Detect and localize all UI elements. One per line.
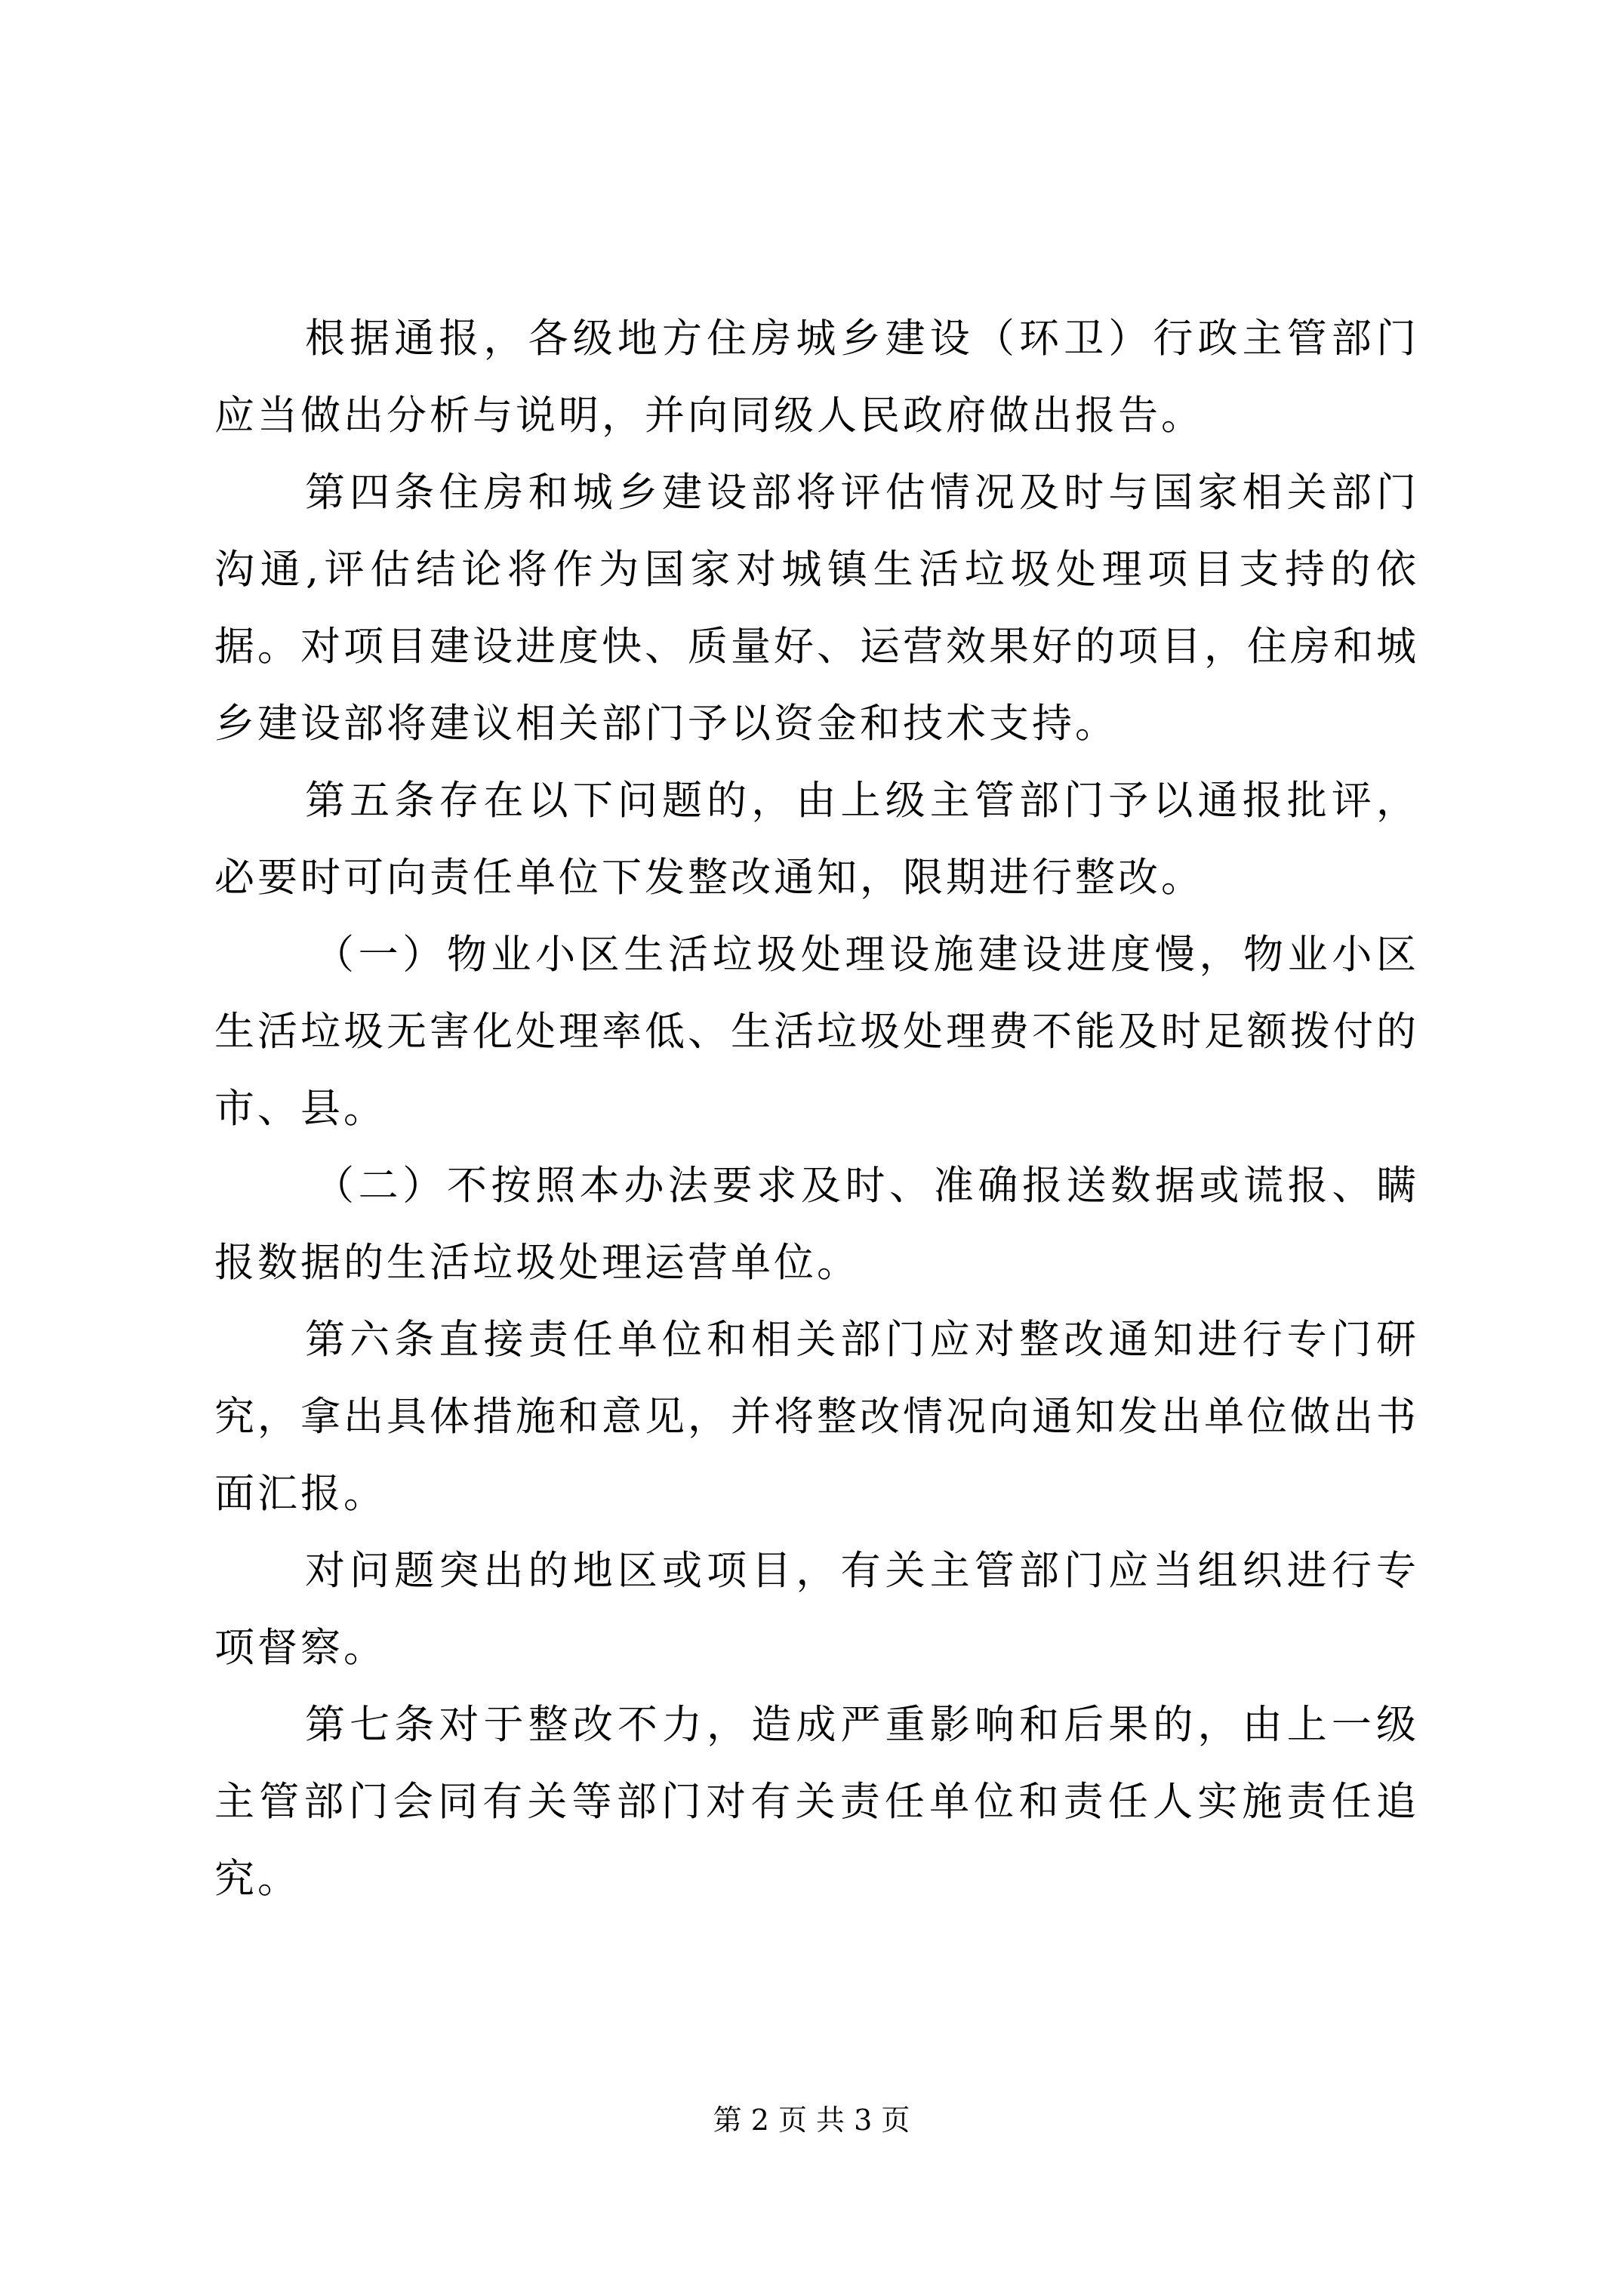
paragraph-article-4: 第四条住房和城乡建设部将评估情况及时与国家相关部门沟通,评估结论将作为国家对城镇生活垃圾处理项目支持的依据。对项目建设进度快、质量好、运营效果好的项目，住房和城乡建设部将建议相关部门予以资金和技术支持。	[214, 470, 1419, 747]
page-number-footer: 第 2 页 共 3 页	[713, 2103, 910, 2137]
paragraph-article-5: 第五条存在以下问题的，由上级主管部门予以通报批评，必要时可向责任单位下发整改通知，限期进行整改。	[214, 778, 1419, 901]
document-body	[214, 300, 1419, 1918]
paragraph-item-2: （二）不按照本办法要求及时、准确报送数据或谎报、瞒报数据的生活垃圾处理运营单位。	[214, 1163, 1419, 1286]
paragraph-article-7: 第七条对于整改不力，造成严重影响和后果的，由上一级主管部门会同有关等部门对有关责任单位和责任人实施责任追究。	[214, 1702, 1419, 1902]
paragraph-item-1: （一）物业小区生活垃圾处理设施建设进度慢，物业小区生活垃圾无害化处理率低、生活垃圾处理费不能及时足额拨付的市、县。	[214, 932, 1419, 1132]
paragraph-special-inspection: 对问题突出的地区或项目，有关主管部门应当组织进行专项督察。	[214, 1548, 1419, 1671]
paragraph-article-6: 第六条直接责任单位和相关部门应对整改通知进行专门研究，拿出具体措施和意见，并将整改情况向通知发出单位做出书面汇报。	[214, 1317, 1419, 1517]
paragraph-notification-report: 根据通报，各级地方住房城乡建设（环卫）行政主管部门应当做出分析与说明，并向同级人民政府做出报告。	[214, 316, 1419, 439]
